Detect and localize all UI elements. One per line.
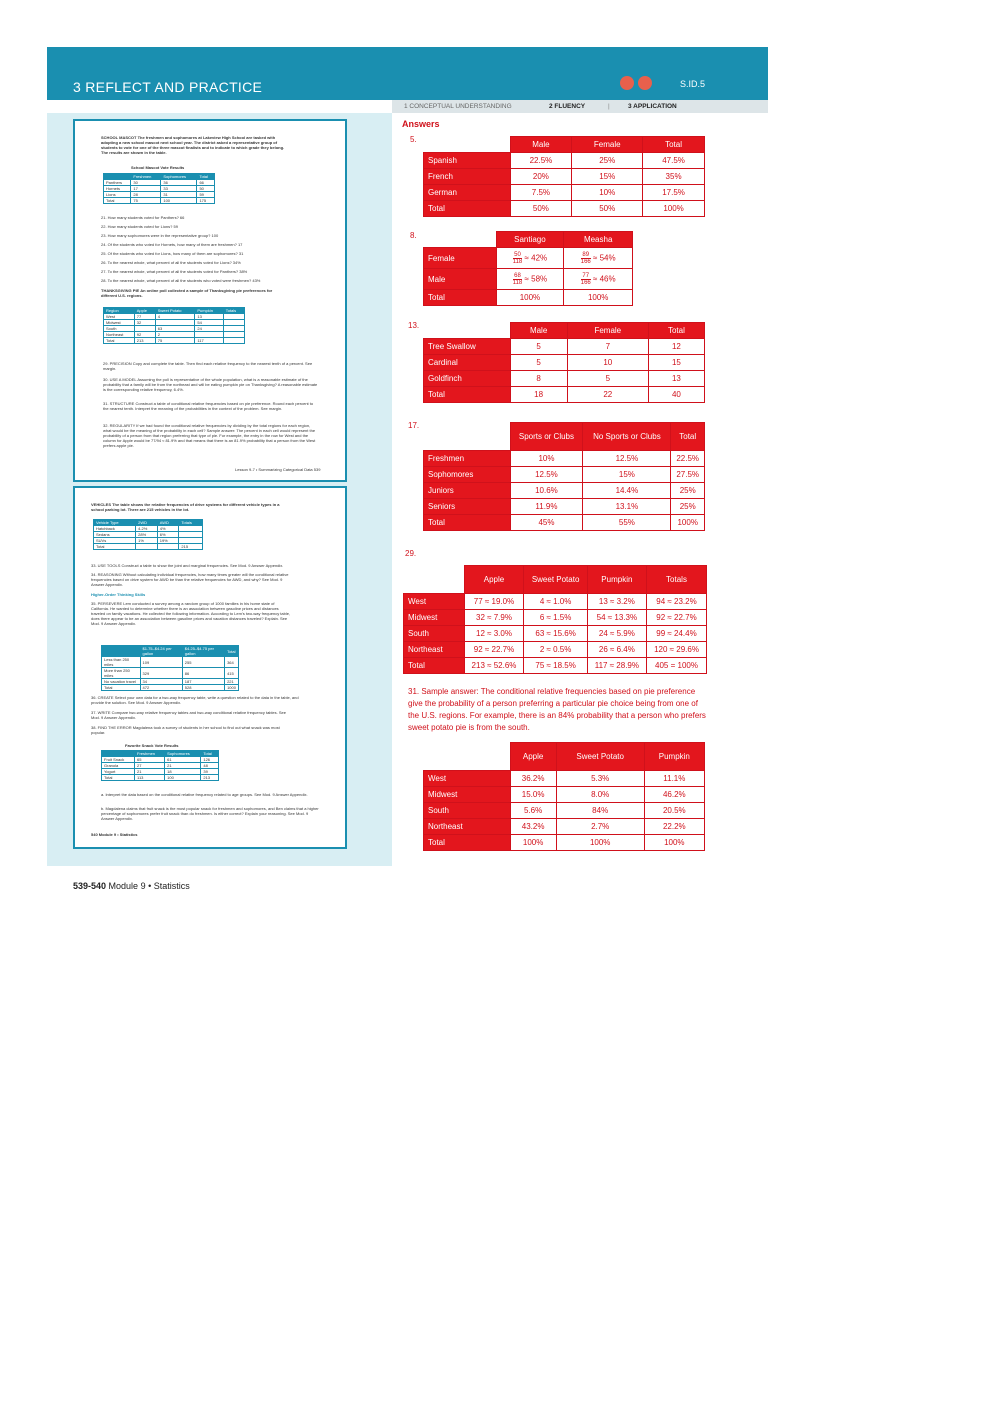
q5-table: Male Female Total Spanish 22.5% 25% 47.5% French 20% 15% 35% German 7.5% 10% 17.5% Total 50% 50% 100% xyxy=(423,136,705,217)
p540-footer: 540 Module 9 • Statistics xyxy=(91,832,138,837)
q31-answer-text: 31. Sample answer: The conditional relative frequencies based on pie preference give the probability of a person preferring a particular pie choice being from one of the U.S. regions. For example, there is an 84% probability that a person who prefers sweet potato pie is from the south. xyxy=(408,687,706,732)
p539-intro: SCHOOL MASCOT The freshmen and sophomores at Lakeview High School are tasked with adopting a new school mascot next school year. The district asked a representative group of students to vote for one of the three mascot finalists and to indicate to which grade they belong. The results are shown in the table. xyxy=(101,135,285,155)
p539-q24: 24. Of the students who voted for Hornets, how many of them are freshmen? 17 xyxy=(101,242,243,247)
snack-table: Freshmen Sophomores Total Fruit Snack 65 61 126 Granola 27 21 48 Yogurt 21 18 39 Total 113 100 213 xyxy=(101,750,219,781)
level-tabs: 1 CONCEPTUAL UNDERSTANDING 2 FLUENCY | 3 APPLICATION xyxy=(392,100,768,113)
q8-number: 8. xyxy=(410,231,417,240)
q31-table: Apple Sweet Potato Pumpkin West 36.2% 5.3% 11.1% Midwest 15.0% 8.0% 46.2% South 5.6% 84% 20.5% Northeast 43.2% 2.7% 22.2% Total 100% 100% 100% xyxy=(423,742,705,851)
p539-q21: 21. How many students voted for Panthers? 66 xyxy=(101,215,185,220)
tab-fluency[interactable]: 2 FLUENCY xyxy=(549,103,586,110)
p540-hots: Higher-Order Thinking Skills xyxy=(91,592,146,597)
p540-q35: 35. PERSEVERE Lem conducted a survey among a random group of 1000 families in his home state of California. He wanted to determine whether there is an association between gasoline prices and distances traveled on family vacations. He collected the following information. According to Lem's two-way frequency table, does there appear to be an association between gasoline prices and vacation distances traveled? Explain. See Mod. 9 Answer Appendix. xyxy=(91,601,291,626)
tab-application[interactable]: 3 APPLICATION xyxy=(628,103,677,110)
p540-snack-title: Favorite Snack Vote Results xyxy=(125,743,179,748)
standard-code: S.ID.5 xyxy=(680,79,706,89)
p539-q26: 26. To the nearest whole, what percent of all the students voted for Lions? 34% xyxy=(101,260,241,265)
person-icon xyxy=(620,76,634,90)
q13-table: Male Female Total Tree Swallow 5 7 12 Cardinal 5 10 15 Goldfinch 8 5 13 Total 18 22 40 xyxy=(423,322,705,403)
gas-table: $1.75–$4.24 per gallon $4.25–$4.75 per gallon Total Less than 250 miles 109 255 364 More than 250 miles 329 86 415 No vacation travel 34 187 221 Total 472 528 1000 xyxy=(101,645,239,691)
pie-table-mini: Region Apple Sweet Potato Pumpkin Totals West 77 4 13 Midwest 32 54 South 63 24 Northeast 92 2 Total 213 75 117 xyxy=(103,307,245,344)
vehicle-table: Vehicle Type 2WD AWD Totals Hatchback 4.2% 4% Sedans 28% 6% SUVs 1% 19% Total 215 xyxy=(93,519,203,550)
q8-table: Santiago Measha Female $\frac{50}{118}$ ≈ 42% $\frac{89}{166}$ ≈ 54% Male $\frac{68}{118}$ ≈ 58% $\frac{77}{166}$ ≈ 46% Total 100% 100% xyxy=(423,231,633,306)
page-540 xyxy=(73,486,347,849)
p540-q38: 38. FIND THE ERROR Magdalena took a survey of students in her school to find out what snack was most popular. xyxy=(91,725,280,735)
p539-q27: 27. To the nearest whole, what percent of all the students voted for Panthers? 38% xyxy=(101,269,248,274)
page-539 xyxy=(73,119,347,482)
page-footer: 539-540 Module 9 • Statistics xyxy=(73,881,190,891)
p539-thanksgiving: THANKSGIVING PIE An online poll collected a sample of Thanksgiving pie preferences for different U.S. regions. xyxy=(101,288,273,298)
tab-conceptual[interactable]: 1 CONCEPTUAL UNDERSTANDING xyxy=(404,103,512,110)
p539-q22: 22. How many students voted for Lions? 59 xyxy=(101,224,178,229)
q17-number: 17. xyxy=(408,421,420,430)
p540-q37: 37. WRITE Compare two-way relative frequency tables and two-way conditional relative frequency tables. See Mod. 9 Answer Appendix. xyxy=(91,710,286,720)
group-icon xyxy=(638,76,652,90)
q29-number: 29. xyxy=(405,549,417,558)
section-title: 3 REFLECT AND PRACTICE xyxy=(73,79,263,95)
p539-footer: Lesson 9-7 • Summarizing Categorical Data 539 xyxy=(235,467,321,472)
q29-table: Apple Sweet Potato Pumpkin Totals West 77 ≈ 19.0% 4 ≈ 1.0% 13 ≈ 3.2% 94 ≈ 23.2% Midwest 32 ≈ 7.9% 6 ≈ 1.5% 54 ≈ 13.3% 92 ≈ 22.7% South 12 ≈ 3.0% 63 ≈ 15.6% 24 ≈ 5.9% 99 ≈ 24.4% Northeast 92 ≈ 22.7% 2 ≈ 0.5% 26 ≈ 6.4% 120 ≈ 29.6% Total 213 ≈ 52.6% 75 ≈ 18.5% 117 ≈ 28.9% 405 = 100% xyxy=(403,565,707,674)
q17-table: Sports or Clubs No Sports or Clubs Total Freshmen 10% 12.5% 22.5% Sophomores 12.5% 15% 27.5% Juniors 10.6% 14.4% 25% Seniors 11.9% 13.1% 25% Total 45% 55% 100% xyxy=(423,422,705,531)
p539-q28: 28. To the nearest whole, what percent of all the students who voted were freshmen? 43% xyxy=(101,278,261,283)
p540-q34: 34. REASONING Without calculating individual frequencies, how many times greater will the conditional relative frequencies based on drive system for AWD be than the relative frequencies for AWD, and why? See Mod. 9 Answer Appendix. xyxy=(91,572,289,587)
q5-number: 5. xyxy=(410,135,417,144)
mascot-table: Freshmen Sophomores Total Panthers 30 36 66 Hornets 17 33 50 Lions 28 31 59 Total 75 100 175 xyxy=(103,173,215,204)
p539-q23: 23. How many sophomores were in the representative group? 100 xyxy=(101,233,219,238)
p540-q33: 33. USE TOOLS Construct a table to show the joint and marginal frequencies. See Mod. 9 Answer Appendix. xyxy=(91,563,284,568)
p539-table-title: School Mascot Vote Results xyxy=(131,165,185,170)
p540-q38b: b. Magdalena claims that fruit snack is the most popular snack for freshmen and sophomores, and Ben claims that a higher percentage of sophomores prefer fruit snack than do freshmen. Is either correct? Explain your reasoning. See Mod. 9 Answer Appendix. xyxy=(101,806,319,821)
p540-q38a: a. Interpret the data based on the conditional relative frequency related to age groups. See Mod. 9 Answer Appendix. xyxy=(101,792,308,797)
p539-q30: 30. USE A MODEL Assuming the poll is representative of the whole population, what is a reasonable estimate of the probability that a family will be from the northeast and will be eating pumpkin pie on Thanksgiving? A reasonable estimate is the corresponding relative frequency, 6.4%. xyxy=(103,377,318,392)
p539-q32: 32. REGULARITY If we had found the conditional relative frequencies by dividing by the total regions for each region, what would be the meaning of the probability in each cell? Sample answer: The percent in each cell would represent the probability of a person from that region preferring that type of pie. For example, the entry in the row for West and the column for Apple would be 77/94 ≈ 81.9% and that means that there is an 81.9% probability that a person from the West prefers apple pie. xyxy=(103,423,316,448)
q13-number: 13. xyxy=(408,321,420,330)
p540-q36: 36. CREATE Select your own data for a two-way frequency table, write a question related to the data in the table, and provide the solution. See Mod. 9 Answer Appendix. xyxy=(91,695,299,705)
p539-q25: 25. Of the students who voted for Lions, how many of them are sophomores? 31 xyxy=(101,251,244,256)
answers-label: Answers xyxy=(402,119,440,129)
p540-intro: VEHICLES The table shows the relative frequencies of drive systems for different vehicle types in a school parking lot. There are 215 vehicles in the lot. xyxy=(91,502,280,512)
p539-q31: 31. STRUCTURE Construct a table of conditional relative frequencies based on pie preference. Round each percent to the nearest tenth. Interpret the meaning of the probabilities in the context of the problem. See margin. xyxy=(103,401,314,411)
p539-q29: 29. PRECISION Copy and complete the table. Then find each relative frequency to the nearest tenth of a percent. See margin. xyxy=(103,361,313,371)
